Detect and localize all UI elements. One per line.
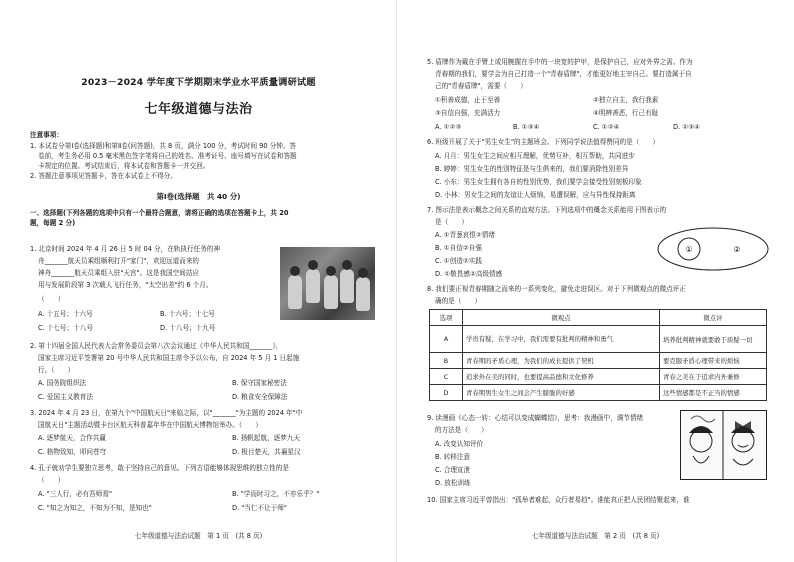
question-8-text: 8. 我们要正视青春期随之而来的一系列变化，避免走进误区。对于下列微观点的微点评正 [427, 285, 686, 293]
question-2-text: 2. 第十四届全国人民代表大会常务委员会第八次会议通过《中华人民共和国_______》， [30, 342, 283, 350]
question-9-option-b: B. 转移注意 [435, 453, 471, 461]
table-row [430, 385, 767, 401]
question-9-text: 9. 读漫画《心态一转：心结可以变成蝴蝶结》，思考：我漫画中，调节情绪 [427, 414, 644, 422]
question-3-option-a: A. 逐梦航天，合作共赢 [38, 434, 106, 442]
question-2-option-c: C. 爱国主义教育法 [38, 393, 93, 401]
question-1-text: 1. 北京时间 2024 年 4 月 26 日 5 时 04 分，在轨执行任务的神 [30, 245, 220, 253]
question-6-text: 6. 班级开展了关于"男生女生"的主题班会。下列同学说法值得赞同的是（ ） [427, 138, 660, 146]
question-1-option-d: D. 十八号；十九号 [160, 324, 216, 332]
question-1-text: 神舟_______航天员乘组入驻"天宫"。这是我国空间站应 [38, 269, 200, 277]
question-7-option-c: C. ①创造②实践 [435, 257, 482, 265]
question-1-blank: （ ） [38, 295, 65, 303]
question-7-text: 是（ ） [435, 218, 468, 226]
table-cell: D [430, 385, 463, 401]
question-5-text: 青春期的我们，要学会为自己打造一个"青春盾牌"，才能更好地主宰自己。要打造属于自 [435, 70, 692, 78]
question-5-text: 5. 盾牌作为戴在手臂上或用腕握在手中的一块宽的护甲，是保护自己，应对外界之需。作为 [427, 58, 693, 66]
section-instruction: 题，每题 2 分) [30, 219, 76, 227]
question-7-option-b: B. ①自信②自强 [435, 244, 482, 252]
table-header-row [430, 310, 767, 326]
table-cell: 培养批判精神就要敢于质疑一切 [660, 326, 767, 353]
question-2-text: 国家主席习近平签署第 20 号中华人民共和国主席令予以公布，自 2024 年 5 月 1 日起施 [38, 354, 300, 362]
question-6-option-c: C. 小东：男生女生拥有各自的性别优势，我们要学会接受性别刻板印象 [435, 178, 642, 186]
question-6-option-d: D. 小林：男女生之间的友谊让人烦恼，易遭误解，应与异性保持距离 [435, 191, 636, 199]
exam-subject: 七年级道德与法治 [144, 102, 253, 117]
table-cell: 要克服矛盾心理带来的烦恼 [660, 353, 767, 369]
outer-ellipse [658, 228, 768, 270]
section-title: 第Ⅰ卷(选择题 共 40 分) [156, 192, 241, 201]
question-7-text: 7. 图示法是表示概念之间关系的直观方法。下列选项中的概念关系能用下图表示的 [427, 206, 667, 214]
table-row [430, 326, 767, 353]
question-3-option-d: D. 极目楚天，共襄星汉 [232, 448, 301, 456]
question-4-option-d: D. "当仁不让于师" [232, 504, 287, 512]
table-row [430, 353, 767, 369]
question-5-statement-4: ④明辨善恶，行己有耻 [593, 109, 659, 117]
question-9-option-a: A. 改变认知评价 [435, 440, 484, 448]
question-6-option-a: A. 月月：男生女生之间应相互理解，优势互补，相互帮助，共同进步 [435, 152, 635, 160]
question-3-text: 国航天日"主题活动暨卡台区航天科普嘉年华在中国航天博物馆举办。（ ） [38, 421, 262, 429]
question-9-option-c: C. 合理宣泄 [435, 466, 471, 474]
comic-illustration [680, 410, 767, 480]
notice-line: 卷前，考生务必用 0.5 毫米黑色签字笔将自己的姓名、准考证号、座号填写在试卷和答题 [38, 152, 297, 160]
question-1-option-b: B. 十六号；十七号 [160, 310, 215, 318]
exam-page-2 [397, 0, 794, 562]
table-header: 微观点 [463, 310, 660, 326]
table-cell: 学贵有疑，在学习中，我们需要有批判的精神和勇气 [463, 326, 660, 353]
table-header: 选项 [430, 310, 463, 326]
question-5-option-d: D. ②③④ [673, 123, 701, 131]
question-1-option-a: A. 十五号；十六号 [38, 310, 93, 318]
question-7-option-d: D. ①敬畏感②高级情感 [435, 270, 503, 278]
question-5-statement-1: ①积善成德，止于至善 [435, 96, 501, 104]
question-1-option-c: C. 十七号；十八号 [38, 324, 93, 332]
table-header: 微点评 [660, 310, 767, 326]
question-5-statement-2: ②独立自主，我行我素 [593, 96, 659, 104]
notice-line: 1. 本试卷分第Ⅰ卷(选择题)和第Ⅱ卷(问答题)，共 8 页，满分 100 分，考试时间 90 分钟。答 [30, 142, 297, 150]
table-cell: A [430, 326, 463, 353]
question-4-text: （ ） [38, 476, 65, 484]
inner-label: ① [685, 245, 693, 254]
concept-diagram [655, 225, 771, 273]
question-5-statement-3: ③自信自强，充满活力 [435, 109, 501, 117]
question-4-option-c: C. "知之为知之，不知为不知，是知也" [38, 504, 152, 512]
question-6-option-b: B. 婷婷：男生女生的性别特征是与生俱来的，我们要消除性别差异 [435, 165, 629, 173]
question-5-option-b: B. ①③④ [513, 123, 540, 131]
question-3-option-c: C. 格物致知，叩问苍穹 [38, 448, 107, 456]
table-cell: B [430, 353, 463, 369]
notice-heading: 注意事项： [30, 131, 63, 139]
notice-line: 卡规定的位置。考试结束后，将本试卷和答题卡一并交回。 [38, 162, 210, 170]
question-8-text: 确的是（ ） [435, 297, 482, 305]
question-3-option-b: B. 扬帆起航，逐梦九天 [232, 434, 301, 442]
table-cell: 追求外在美的同时，也要提高品德和文化修养 [463, 369, 660, 385]
question-9-text: 的方法是（ ） [435, 426, 488, 434]
question-5-text: 己的"青春盾牌"，需要（ ） [435, 82, 527, 90]
question-4-option-b: B. "学而时习之，不亦乐乎？" [232, 490, 320, 498]
table-cell: C [430, 369, 463, 385]
question-8-table [429, 309, 767, 401]
question-2-option-d: D. 粮食安全保障法 [232, 393, 288, 401]
page-footer: 七年级道德与法治试题 第 1 页 (共 8 页) [134, 532, 263, 540]
table-cell: 青春之美在于追求内外兼修 [660, 369, 767, 385]
question-1-text: 舟_______航天员乘组顺利打开"家门"，欢迎远道而来的 [38, 257, 200, 265]
table-cell: 青春期的矛盾心理，为我们的成长提供了契机 [463, 353, 660, 369]
table-row [430, 369, 767, 385]
question-9-option-d: D. 放松训练 [435, 479, 471, 487]
table-cell: 青春期男生女生之间会产生朦胧的好感 [463, 385, 660, 401]
notice-line: 2. 答题注意事项见答题卡，答在本试卷上不得分。 [30, 172, 177, 180]
question-2-option-b: B. 保守国家秘密法 [232, 379, 287, 387]
question-5-option-a: A. ①②③ [435, 123, 462, 131]
question-4-text: 4. 孔子就劝学生要独立思考，敢于坚持自己的意见。下列古语能够体现思维的独立性的是 [30, 464, 289, 472]
question-2-option-a: A. 国务院组织法 [38, 379, 87, 387]
section-instruction: 一、选择题(下列各题的选项中只有一个最符合题意，请将正确的选项在答题卡上，共 20 [30, 209, 289, 217]
question-7-option-a: A. ①青葱哀恨②情绪 [435, 231, 495, 239]
table-cell: 这些情感都是不正当的情感 [660, 385, 767, 401]
question-10-text: 10. 国家主席习近平曾指出："孤举者难起，众行者易趋"。谁能真正把人民团结聚起来，谁 [427, 496, 690, 504]
astronaut-photo [280, 247, 375, 320]
question-4-option-a: A. "三人行，必有吾师焉" [38, 490, 112, 498]
exam-title: 2023－2024 学年度下学期期末学业水平质量调研试题 [81, 77, 316, 88]
question-5-option-c: C. ①②④ [593, 123, 620, 131]
question-1-text: 用与发展阶段第 3 次载人飞行任务，"太空出差"约 6 个月。 [38, 281, 213, 289]
outer-label: ② [733, 245, 741, 254]
page-footer: 七年级道德与法治试题 第 2 页 (共 8 页) [531, 532, 660, 540]
question-2-text: 行。（ ） [38, 366, 75, 374]
question-3-text: 3. 2024 年 4 月 23 日，在第九个"中国航天日"来临之际，以"_______"为主题的 2024 年"中 [30, 409, 303, 417]
